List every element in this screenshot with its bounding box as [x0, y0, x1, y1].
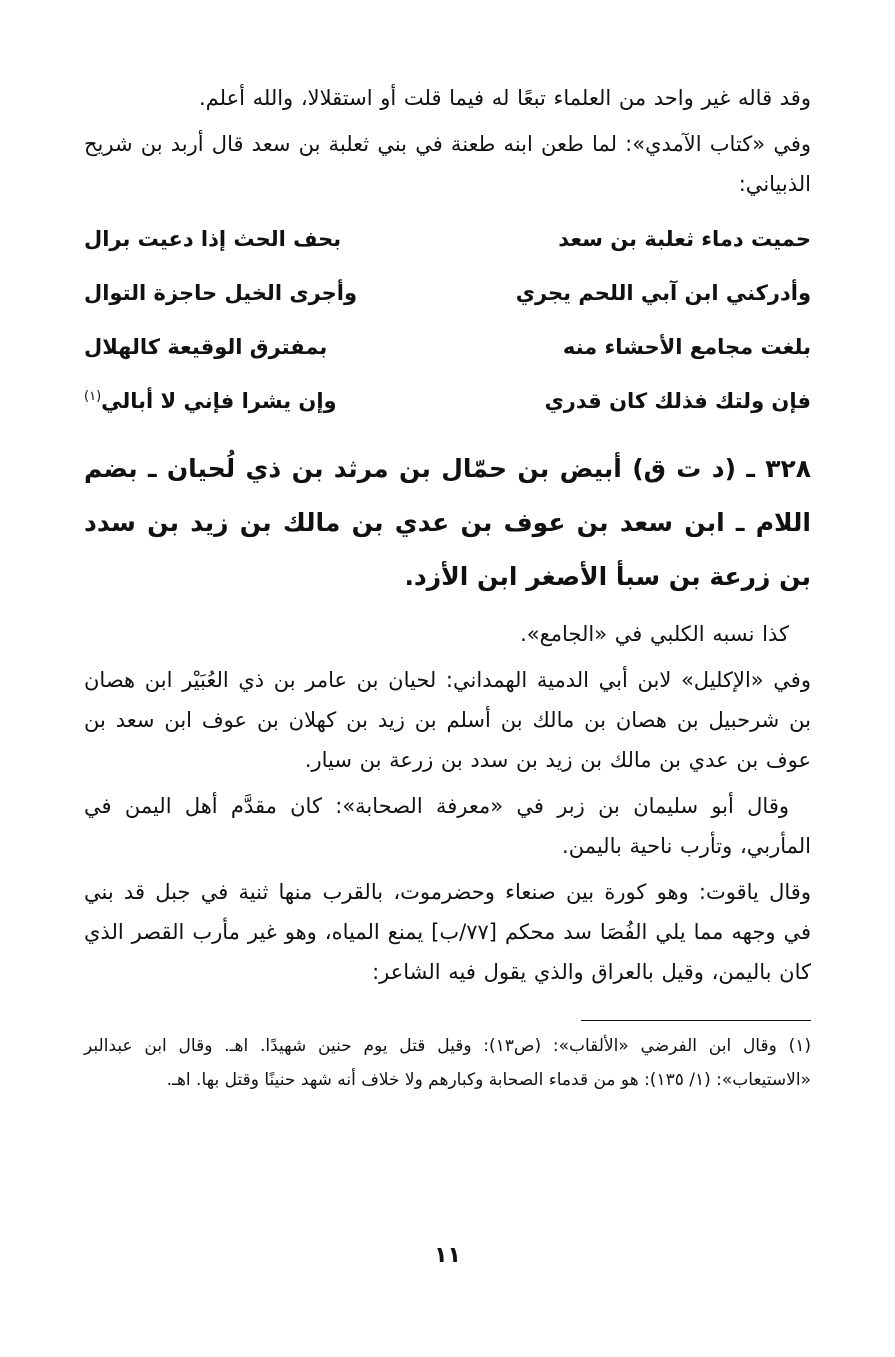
poem-line [84, 266, 811, 320]
poem-first-hemistich: فإن ولتك فذلك كان قدري [544, 389, 811, 413]
paragraph-yaqut: وقال ياقوت: وهو كورة بين صنعاء وحضرموت، بالقرب منها ثنية في جبل قد بني في وجهه مما يلي الفُصَا سد محكم [٧٧/ب] يمنع المياه، وهو غير مأرب القصر الذي كان باليمن، وقيل بالعراق والذي يقول فيه الشاعر: [84, 880, 812, 984]
poem-line [84, 212, 811, 266]
poem-first-hemistich: وأدركني ابن آبي اللحم يجري [515, 281, 811, 305]
paragraph-zabr: وقال أبو سليمان بن زبر في «معرفة الصحابة»: كان مقدَّم أهل اليمن في المأربي، وتأرب ناحية باليمن. [84, 794, 811, 858]
poem-line [84, 374, 811, 428]
page-body [84, 78, 811, 1097]
poem-second-hemistich-text: وإن يشرا فإني لا أبالي [101, 389, 337, 413]
poem-second-hemistich [84, 389, 426, 413]
poem-line [84, 320, 811, 374]
poem-second-hemistich: وأجرى الخيل حاجزة التوال [84, 281, 358, 305]
page-number: ١١ [434, 1243, 461, 1268]
poem [84, 212, 811, 428]
poem-first-hemistich: حميت دماء ثعلبة بن سعد [558, 227, 811, 251]
footnote-1: (١) وقال ابن الفرضي «الألقاب»: (ص١٣): وقيل قتل يوم حنين شهيدًا. اهـ. وقال ابن عبدالبر «الاستيعاب»: (١/ ١٣٥): هو من قدماء الصحابة وكبارهم ولا خلاف أنه شهد حنينًا وقتل بها. اهـ. [84, 1036, 811, 1090]
entry-heading: ٣٢٨ ـ (د ت ق) أبيض بن حمّال بن مرثد بن ذي لُحيان ـ بضم اللام ـ ابن سعد بن عوف بن عدي بن مالك بن زيد بن سدد بن زرعة بن سبأ الأصغر ابن الأزد. [84, 454, 811, 591]
paragraph-kalbi: كذا نسبه الكلبي في «الجامع». [520, 622, 789, 646]
poem-second-hemistich: بمفترق الوقيعة كالهلال [84, 335, 328, 359]
poem-second-hemistich: بحف الحث إذا دعيت برال [84, 227, 342, 251]
footnote-divider [581, 1020, 811, 1021]
footnote-reference[interactable]: (١) [84, 389, 102, 404]
paragraph-amidi: وفي «كتاب الآمدي»: لما طعن ابنه طعنة في بني ثعلبة بن سعد قال أربد بن شريح الذبياني: [84, 132, 811, 196]
poem-first-hemistich: بلغت مجامع الأحشاء منه [562, 335, 811, 359]
paragraph-iklil: وفي «الإكليل» لابن أبي الدمية الهمداني: لحيان بن عامر بن ذي العُبَيْر ابن هصان بن شرحبيل بن هصان بن مالك بن أسلم بن زيد بن كهلان بن عوف ابن سعد بن عوف بن عدي بن مالك بن زيد بن سدد بن زرعة بن سيار. [84, 668, 811, 772]
paragraph-intro: وقد قاله غير واحد من العلماء تبعًا له فيما قلت أو استقلالا، والله أعلم. [198, 86, 811, 110]
